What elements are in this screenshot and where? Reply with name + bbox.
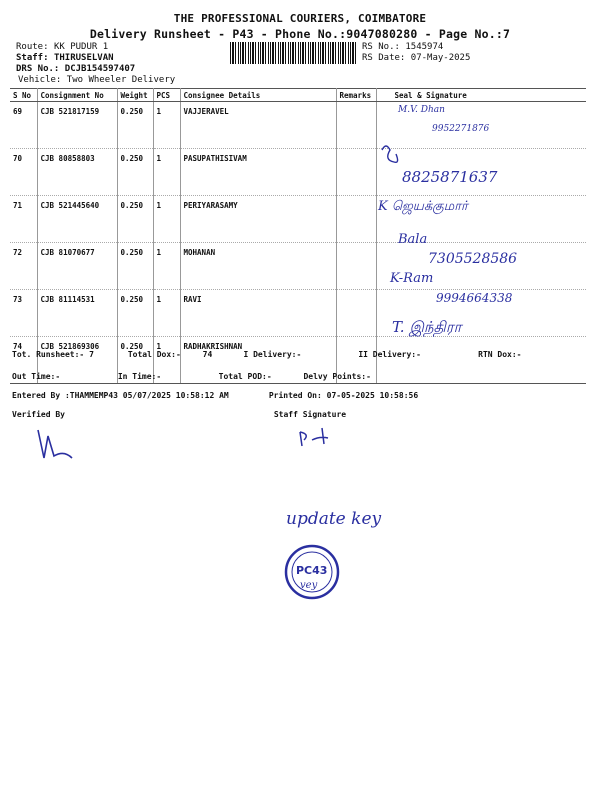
staff-signature-mark <box>300 428 328 446</box>
cell-consignee: RADHAKRISHNAN <box>180 337 336 384</box>
vehicle-label: Vehicle: <box>18 75 62 85</box>
cell-weight: 0.250 <box>117 196 153 243</box>
rs-date-value: 07-May-2025 <box>410 53 471 63</box>
cell-consignment: CJB 521869306 <box>37 337 117 384</box>
runsheet-subtitle: Delivery Runsheet - P43 - Phone No.:9047080280 - Page No.:7 <box>89 27 511 41</box>
cell-pcs: 1 <box>153 196 180 243</box>
stamp-outer-ring <box>286 546 338 598</box>
signature-labels <box>12 410 346 419</box>
cell-consignment: CJB 81070677 <box>37 243 117 290</box>
cell-signature <box>376 290 586 337</box>
signature-row-69: M.V. Dhan <box>398 105 445 115</box>
phone-row-70: 8825871637 <box>402 168 498 186</box>
table-row <box>10 290 586 337</box>
update-note: update key <box>286 509 382 529</box>
col-pcs: PCS <box>153 89 180 102</box>
vehicle-value: Two Wheeler Delivery <box>66 75 176 85</box>
cell-sno: 70 <box>10 149 37 196</box>
summary-line-2 <box>12 372 371 381</box>
route-value: KK PUDUR 1 <box>53 42 109 52</box>
col-remarks: Remarks <box>336 89 376 102</box>
stamp-mark <box>286 546 338 598</box>
cell-weight: 0.250 <box>117 243 153 290</box>
cell-pcs: 1 <box>153 337 180 384</box>
route-line <box>16 42 108 52</box>
cell-consignment: CJB 521445640 <box>37 196 117 243</box>
delvy-points: Delvy Points:- <box>303 372 371 381</box>
cell-consignee: VAJJERAVEL <box>180 102 336 149</box>
cell-weight: 0.250 <box>117 337 153 384</box>
company-title: THE PROFESSIONAL COURIERS, COIMBATORE <box>173 12 427 25</box>
phone-row-69: 9952271876 <box>432 124 490 134</box>
rs-no-line <box>362 42 443 52</box>
out-time: Out Time:- <box>12 372 61 381</box>
phone-row-73: 9994664338 <box>436 291 513 305</box>
col-consignment: Consignment No <box>37 89 117 102</box>
cell-weight: 0.250 <box>117 290 153 337</box>
col-signature: Seal & Signature <box>376 89 586 102</box>
cell-sno: 74 <box>10 337 37 384</box>
cell-pcs: 1 <box>153 149 180 196</box>
tot-runsheet: Tot. Runsheet:- 7 <box>12 350 94 359</box>
col-sno: S No <box>10 89 37 102</box>
cell-signature <box>376 196 586 243</box>
cell-signature <box>376 243 586 290</box>
entry-line <box>12 391 418 400</box>
cell-consignment: CJB 80858803 <box>37 149 117 196</box>
signature-row-73: K-Ram <box>390 271 434 286</box>
vehicle-line <box>18 75 175 85</box>
total-dox-label: Total Dox:- <box>127 350 181 359</box>
verified-signature <box>38 430 72 458</box>
rtn-dox: RTN Dox:- <box>478 350 522 359</box>
table-row <box>10 102 586 149</box>
staff-signature-label: Staff Signature <box>273 410 347 419</box>
staff-value: THIRUSELVAN <box>53 53 114 63</box>
col-weight: Weight <box>117 89 153 102</box>
total-dox-value: 74 <box>202 350 213 359</box>
cell-sno: 73 <box>10 290 37 337</box>
rs-date-label: RS Date: <box>362 53 406 63</box>
cell-consignee: PASUPATHISIVAM <box>180 149 336 196</box>
signature-row-71: K ஜெயக்குமார் <box>378 199 468 214</box>
stamp-inner-ring <box>292 552 332 592</box>
cell-weight: 0.250 <box>117 149 153 196</box>
stamp-sub: vey <box>300 580 318 591</box>
cell-sno: 71 <box>10 196 37 243</box>
runsheet-table <box>10 88 586 384</box>
in-time: In Time:- <box>117 372 162 381</box>
rs-no-label: RS No.: <box>362 42 400 52</box>
ii-delivery: II Delivery:- <box>358 350 421 359</box>
drs-label: DRS No.: <box>16 64 60 74</box>
table-row <box>10 243 586 290</box>
summary-line-1 <box>12 350 522 359</box>
signature-row-74: T. இந்திரா <box>392 318 462 336</box>
cell-consignment: CJB 81114531 <box>37 290 117 337</box>
drs-line <box>16 64 135 74</box>
cell-consignee: PERIYARASAMY <box>180 196 336 243</box>
cell-signature <box>376 149 586 196</box>
cell-consignee: MOHANAN <box>180 243 336 290</box>
cell-sno: 72 <box>10 243 37 290</box>
cell-remarks <box>336 243 376 290</box>
cell-pcs: 1 <box>153 102 180 149</box>
cell-remarks <box>336 102 376 149</box>
staff-line <box>16 53 114 63</box>
cell-signature <box>376 337 586 384</box>
cell-signature <box>376 102 586 149</box>
barcode-image <box>230 42 356 64</box>
table-row <box>10 196 586 243</box>
entered-by: Entered By :THAMMEMP43 05/07/2025 10:58:12 AM <box>12 391 229 400</box>
cell-sno: 69 <box>10 102 37 149</box>
cell-consignment: CJB 521817159 <box>37 102 117 149</box>
cell-remarks <box>336 196 376 243</box>
cell-weight: 0.250 <box>117 102 153 149</box>
cell-pcs: 1 <box>153 243 180 290</box>
verified-by-label: Verified By <box>12 410 65 419</box>
cell-remarks <box>336 149 376 196</box>
phone-row-72: 7305528586 <box>428 251 518 267</box>
cell-remarks <box>336 290 376 337</box>
cell-consignee: RAVI <box>180 290 336 337</box>
staff-label: Staff: <box>16 53 49 63</box>
route-label: Route: <box>16 42 49 52</box>
table-header-row <box>10 89 586 102</box>
printed-on: Printed On: 07-05-2025 10:58:56 <box>268 391 419 400</box>
total-pod: Total POD:- <box>218 372 272 381</box>
col-consignee: Consignee Details <box>180 89 336 102</box>
stamp-text: PC43 <box>296 564 328 577</box>
table-row <box>10 149 586 196</box>
cell-pcs: 1 <box>153 290 180 337</box>
drs-value: DCJB154597407 <box>64 64 136 74</box>
rs-date-line <box>362 53 470 63</box>
rs-no-value: 1545974 <box>405 42 444 52</box>
signature-row-72: Bala <box>398 232 428 247</box>
i-delivery: I Delivery:- <box>243 350 302 359</box>
